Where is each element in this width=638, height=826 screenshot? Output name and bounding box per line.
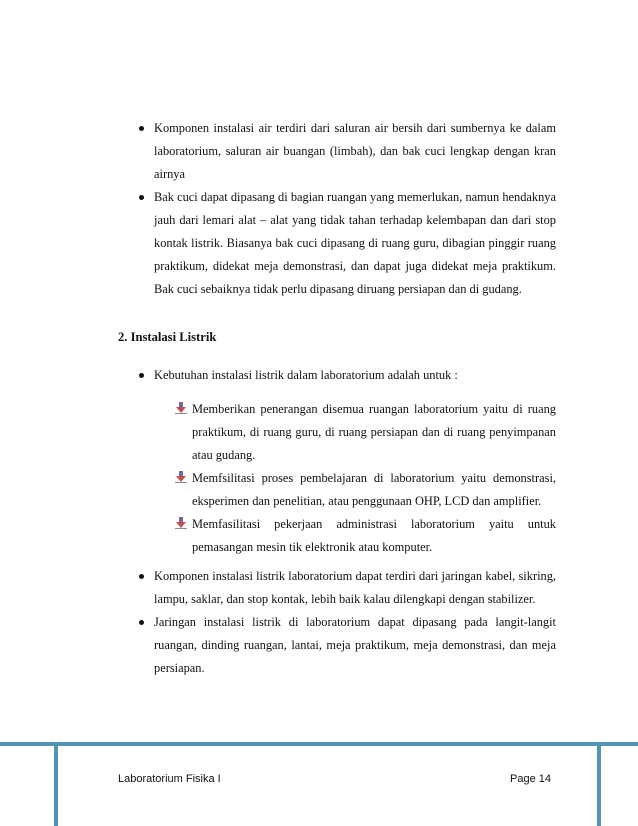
- footer-left-rule: [54, 746, 58, 826]
- bullet-dot-icon: [139, 126, 144, 131]
- bullet-dot-icon: [139, 195, 144, 200]
- bullet-dot-icon: [139, 574, 144, 579]
- section2-bullets: [118, 565, 556, 680]
- sub-list-item: [174, 467, 556, 513]
- bullet-text: Komponen instalasi listrik laboratorium dapat terdiri dari jaringan kabel, sikring, lampu, saklar, dan stop kontak, lebih baik kalau dilengkapi dengan stabilizer.: [154, 569, 556, 606]
- list-item: [118, 364, 556, 387]
- section2-sub-list: [174, 398, 556, 559]
- bullet-text: Jaringan instalasi listrik di laboratorium dapat dipasang pada langit-langit ruangan, dinding ruangan, lantai, meja praktikum, meja demonstrasi, dan meja persiapan.: [154, 615, 556, 675]
- list-item: [118, 186, 556, 301]
- bullet-dot-icon: [139, 373, 144, 378]
- section-heading: 2. Instalasi Listrik: [118, 330, 217, 344]
- sub-item-text: Memberikan penerangan disemua ruangan laboratorium yaitu di ruang praktikum, di ruang guru, di ruang persiapan dan di ruang penyimpanan atau gudang.: [192, 402, 556, 462]
- list-item: [118, 565, 556, 611]
- sub-item-text: Memfsilitasi proses pembelajaran di laboratorium yaitu demonstrasi, eksperimen dan penelitian, atau penggunaan OHP, LCD dan amplifier.: [192, 471, 556, 508]
- footer-title: Laboratorium Fisika I: [118, 773, 221, 785]
- bullet-text: Komponen instalasi air terdiri dari saluran air bersih dari sumbernya ke dalam laboratorium, saluran air buangan (limbah), dan bak cuci lengkap dengan kran airnya: [154, 121, 556, 181]
- bullet-text: Kebutuhan instalasi listrik dalam laboratorium adalah untuk :: [154, 368, 458, 382]
- footer-right-rule: [597, 746, 601, 826]
- bullet-text: Bak cuci dapat dipasang di bagian ruangan yang memerlukan, namun hendaknya jauh dari lemari alat – alat yang tidak tahan terhadap kelembapan dan dari stop kontak listrik. Biasanya bak cuci dipasang di ruang guru, dibagian pinggir ruang praktikum, didekat meja demonstrasi, dan dapat juga didekat meja praktikum. Bak cuci sebaiknya tidak perlu dipasang diruang persiapan dan di gudang.: [154, 190, 556, 296]
- page-number: Page 14: [510, 773, 551, 785]
- list-item: [118, 117, 556, 186]
- arrow-down-icon: [175, 402, 187, 414]
- sub-list-item: [174, 398, 556, 467]
- section1-bullets: [118, 117, 556, 301]
- section2-intro: [118, 364, 556, 387]
- arrow-down-icon: [175, 517, 187, 529]
- bullet-dot-icon: [139, 620, 144, 625]
- sub-list-item: [174, 513, 556, 559]
- arrow-down-icon: [175, 471, 187, 483]
- footer-divider: [0, 742, 638, 746]
- sub-item-text: Memfasilitasi pekerjaan administrasi laboratorium yaitu untuk pemasangan mesin tik elektronik atau komputer.: [192, 517, 556, 554]
- list-item: [118, 611, 556, 680]
